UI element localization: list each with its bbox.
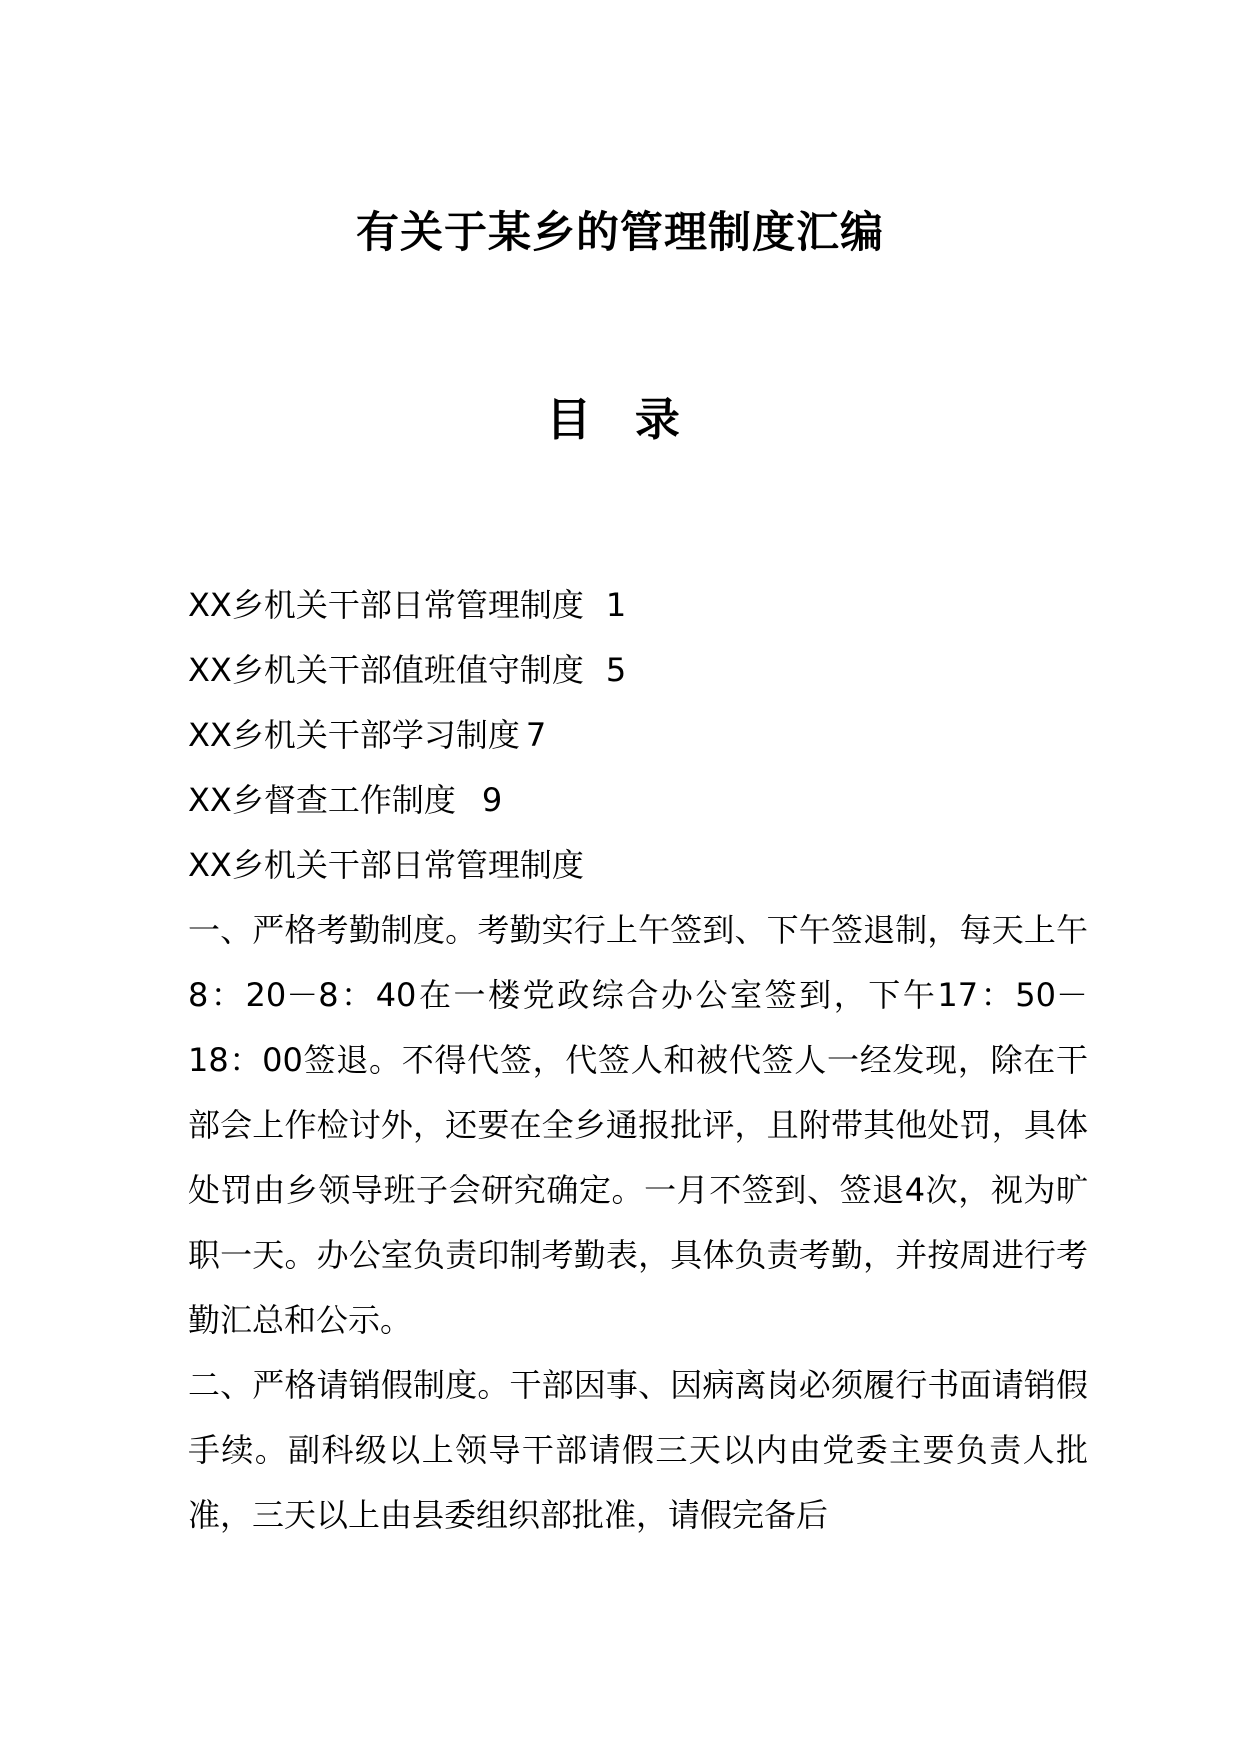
table-of-contents bbox=[188, 573, 1088, 833]
toc-heading: 目 录 bbox=[546, 393, 694, 446]
toc-item-page: 1 bbox=[605, 586, 627, 624]
toc-item-page: 7 bbox=[525, 716, 547, 754]
toc-item[interactable] bbox=[188, 703, 1088, 768]
toc-item-page: 5 bbox=[605, 651, 627, 689]
toc-item-label: XX乡督查工作制度 bbox=[188, 781, 456, 819]
document-title: 有关于某乡的管理制度汇编 bbox=[356, 208, 884, 258]
toc-item-page: 9 bbox=[481, 781, 503, 819]
toc-item[interactable] bbox=[188, 638, 1088, 703]
toc-item[interactable] bbox=[188, 573, 1088, 638]
toc-item-label: XX乡机关干部日常管理制度 bbox=[188, 586, 584, 624]
toc-item-label: XX乡机关干部学习制度 bbox=[188, 716, 520, 754]
toc-item[interactable] bbox=[188, 768, 1088, 833]
toc-item-label: XX乡机关干部值班值守制度 bbox=[188, 651, 584, 689]
document-body bbox=[188, 573, 1088, 1548]
paragraph-leave: 二、严格请销假制度。干部因事、因病离岗必须履行书面请销假手续。副科级以上领导干部请假三天以内由党委主要负责人批准，三天以上由县委组织部批准，请假完备后 bbox=[188, 1366, 1088, 1534]
section-title: XX乡机关干部日常管理制度 bbox=[188, 846, 584, 884]
paragraph-attendance: 一、严格考勤制度。考勤实行上午签到、下午签退制，每天上午8：20－8：40在一楼党政综合办公室签到，下午17：50－18：00签退。不得代签，代签人和被代签人一经发现，除在干部会上作检讨外，还要在全乡通报批评，且附带其他处罚，具体处罚由乡领导班子会研究确定。一月不签到、签退4次，视为旷职一天。办公室负责印制考勤表，具体负责考勤，并按周进行考勤汇总和公示。 bbox=[188, 911, 1088, 1339]
